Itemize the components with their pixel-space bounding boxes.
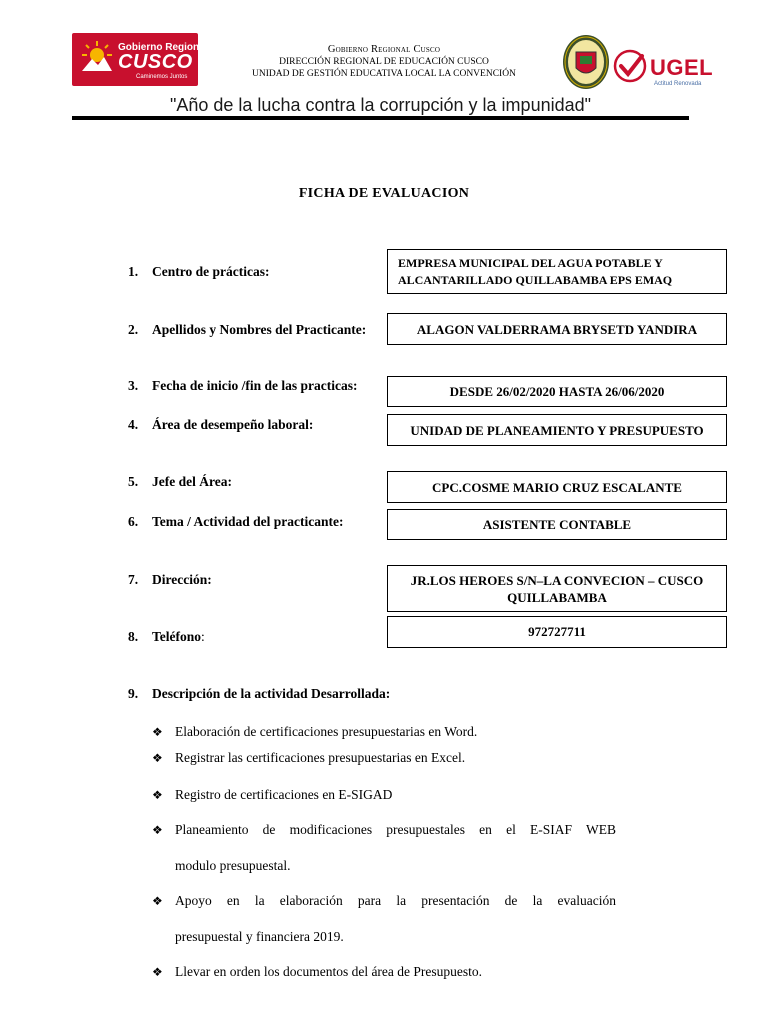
field-value-area-head: CPC.COSME MARIO CRUZ ESCALANTE xyxy=(387,471,727,503)
field-label-intern-name xyxy=(128,322,366,338)
field-label-text: Fecha de inicio /fin de las practicas: xyxy=(152,378,358,393)
field-number: 3. xyxy=(128,378,139,393)
logo-line-2: CUSCO xyxy=(118,51,193,73)
field-label-text: Jefe del Área: xyxy=(152,474,232,489)
field-label-phone xyxy=(128,629,205,645)
field-label-activity xyxy=(128,514,344,530)
field-value-practice-center: EMPRESA MUNICIPAL DEL AGUA POTABLE Y ALCANTARILLADO QUILLABAMBA EPS EMAQ xyxy=(387,249,727,294)
diamond-bullet-icon: ❖ xyxy=(152,965,163,979)
field-number: 6. xyxy=(128,514,139,529)
field-number: 5. xyxy=(128,474,139,489)
section-label-text: Descripción de la actividad Desarrollada: xyxy=(152,686,391,701)
header-organization-text xyxy=(200,44,568,80)
field-number: 8. xyxy=(128,629,139,644)
field-label-address xyxy=(128,572,212,588)
list-item-text: Registro de certificaciones en E-SIGAD xyxy=(175,787,393,802)
org-line-1: Gobierno Regional Cusco xyxy=(327,44,441,55)
diamond-bullet-icon: ❖ xyxy=(152,751,163,765)
list-item-text: Elaboración de certificaciones presupuestarias en Word. xyxy=(175,724,478,739)
field-label-dates xyxy=(128,378,357,394)
field-value-activity: ASISTENTE CONTABLE xyxy=(387,509,727,540)
list-item-text: modulo presupuestal. xyxy=(175,858,291,873)
field-label-text: Apellidos y Nombres del Practicante: xyxy=(152,322,367,337)
year-motto: "Año de la lucha contra la corrupción y la impunidad" xyxy=(169,95,592,115)
field-value-phone: 972727711 xyxy=(387,616,727,648)
section-number: 9. xyxy=(128,686,139,701)
list-item xyxy=(152,723,616,741)
list-item-text: Planeamiento de modificaciones presupuestales en el E-SIAF WEB xyxy=(175,822,616,837)
header-divider xyxy=(72,116,689,120)
list-item-text: presupuestal y financiera 2019. xyxy=(175,929,344,944)
field-label-text: Centro de prácticas: xyxy=(152,264,270,279)
field-value-work-area: UNIDAD DE PLANEAMIENTO Y PRESUPUESTO xyxy=(387,414,727,446)
checkmark-circle-icon xyxy=(612,48,648,84)
diamond-bullet-icon: ❖ xyxy=(152,894,163,908)
section-activity-description xyxy=(128,686,390,702)
field-number: 2. xyxy=(128,322,139,337)
org-line-2: DIRECCIÓN REGIONAL DE EDUCACIÓN CUSCO xyxy=(279,57,489,67)
list-item xyxy=(152,892,616,910)
list-item-text: Apoyo en la elaboración para la presentación de la evaluación xyxy=(175,893,616,908)
list-item xyxy=(152,963,616,981)
field-label-practice-center xyxy=(128,264,269,280)
field-value-address: JR.LOS HEROES S/N–LA CONVECION – CUSCO QUILLABAMBA xyxy=(387,565,727,612)
field-label-text: Área de desempeño laboral: xyxy=(152,417,314,432)
org-line-3: UNIDAD DE GESTIÓN EDUCATIVA LOCAL LA CONVENCIÓN xyxy=(252,69,516,79)
list-item xyxy=(152,786,616,804)
document-title: FICHA DE EVALUACION xyxy=(298,186,470,201)
sun-mountain-icon xyxy=(80,39,114,73)
ugel-tagline: Actitud Renovada xyxy=(654,81,702,87)
diamond-bullet-icon: ❖ xyxy=(152,823,163,837)
list-item-text: Llevar en orden los documentos del área de Presupuesto. xyxy=(175,964,483,979)
field-label-text: Dirección: xyxy=(152,572,212,587)
field-number: 4. xyxy=(128,417,139,432)
field-label-work-area xyxy=(128,417,313,433)
ugel-wordmark: UGEL xyxy=(650,55,714,80)
logo-line-1: Gobierno Regional xyxy=(118,42,208,53)
field-value-dates: DESDE 26/02/2020 HASTA 26/06/2020 xyxy=(387,376,727,407)
field-label-area-head xyxy=(128,474,232,490)
field-value-intern-name: ALAGON VALDERRAMA BRYSETD YANDIRA xyxy=(387,313,727,345)
list-item-continuation xyxy=(152,928,616,946)
field-number: 1. xyxy=(128,264,139,279)
field-label-text: Tema / Actividad del practicante: xyxy=(152,514,344,529)
diamond-bullet-icon: ❖ xyxy=(152,788,163,802)
field-label-colon: : xyxy=(201,629,205,644)
gobierno-regional-cusco-logo xyxy=(72,33,208,86)
field-number: 7. xyxy=(128,572,139,587)
ugel-logo xyxy=(612,48,714,94)
list-item-text: Registrar las certificaciones presupuestarias en Excel. xyxy=(175,750,466,765)
list-item xyxy=(152,749,616,767)
list-item xyxy=(152,821,616,839)
emblem-seal-icon xyxy=(562,34,610,90)
field-label-text: Teléfono xyxy=(152,629,202,644)
logo-line-3: Caminemos Juntos xyxy=(136,74,188,80)
list-item-continuation xyxy=(152,857,616,875)
diamond-bullet-icon: ❖ xyxy=(152,725,163,739)
